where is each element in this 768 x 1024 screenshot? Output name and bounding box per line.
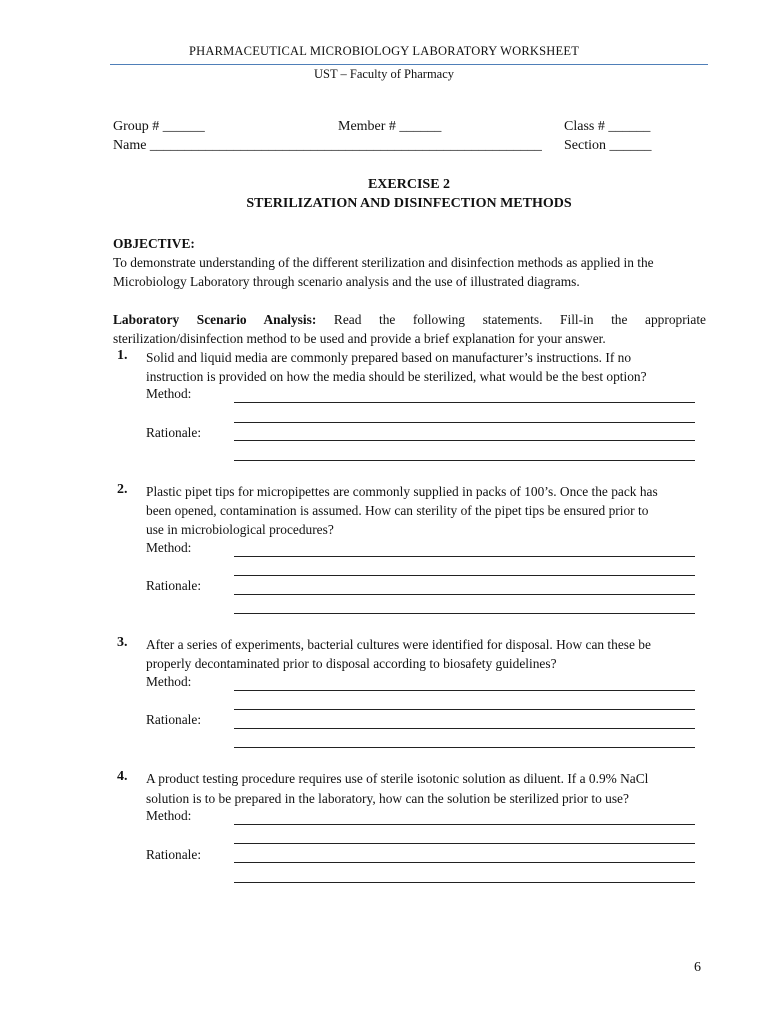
question-2-method-line-1[interactable] (234, 556, 695, 557)
question-1-method-line-2[interactable] (234, 422, 695, 423)
question-2-number: 2. (117, 482, 128, 497)
question-1-number: 1. (117, 348, 128, 363)
exercise-number: EXERCISE 2 (367, 177, 451, 192)
section-field[interactable]: Section ______ (564, 138, 652, 153)
question-1-method-line-1[interactable] (234, 402, 695, 403)
scenario-analysis-label: Laboratory Scenario Analysis: (113, 312, 317, 327)
question-2-method-line-2[interactable] (234, 575, 695, 576)
question-3-rationale-line-2[interactable] (234, 747, 695, 748)
question-4-method-line-1[interactable] (234, 824, 695, 825)
question-4-rationale-line-1[interactable] (234, 862, 695, 863)
question-2-rationale-line-2[interactable] (234, 613, 695, 614)
question-3-rationale-label: Rationale: (146, 712, 202, 727)
question-4-rationale-label: Rationale: (146, 847, 202, 862)
question-4-line-1: A product testing procedure requires use of sterile isotonic solution as diluent. If a 0.9% NaCl (146, 771, 649, 786)
question-4-line-2: solution is to be prepared in the laboratory, how can the solution be sterilized prior to use? (146, 791, 629, 806)
question-1-line-2: instruction is provided on how the media should be sterilized, what would be the best option? (146, 369, 647, 384)
question-4-method-line-2[interactable] (234, 843, 695, 844)
exercise-title: STERILIZATION AND DISINFECTION METHODS (246, 196, 572, 211)
objective-heading: OBJECTIVE: (113, 236, 195, 251)
question-3-line-1: After a series of experiments, bacterial cultures were identified for disposal. How can these be (146, 637, 651, 652)
objective-line-1: To demonstrate understanding of the different sterilization and disinfection methods as applied in the (113, 255, 654, 270)
question-2-line-2: been opened, contamination is assumed. How can sterility of the pipet tips be ensured prior to (146, 503, 649, 518)
question-1-rationale-label: Rationale: (146, 425, 202, 440)
question-1-rationale-line-1[interactable] (234, 440, 695, 441)
question-1-method-label: Method: (146, 386, 192, 401)
question-1-rationale-line-2[interactable] (234, 460, 695, 461)
header-divider (110, 64, 708, 65)
name-field[interactable]: Name ________________________________________________________ (113, 138, 542, 153)
question-2-line-3: use in microbiological procedures? (146, 522, 334, 537)
question-3-method-line-1[interactable] (234, 690, 695, 691)
question-3-method-line-2[interactable] (234, 709, 695, 710)
class-field[interactable]: Class # ______ (564, 119, 651, 134)
question-4-number: 4. (117, 769, 128, 784)
member-field[interactable]: Member # ______ (338, 119, 442, 134)
instructions-line-2: sterilization/disinfection method to be used and provide a brief explanation for your answer. (113, 331, 606, 346)
question-2-line-1: Plastic pipet tips for micropipettes are commonly supplied in packs of 100’s. Once the pack has (146, 484, 658, 499)
question-3-method-label: Method: (146, 674, 192, 689)
faculty-subtitle: UST – Faculty of Pharmacy (313, 67, 455, 81)
group-field[interactable]: Group # ______ (113, 119, 205, 134)
question-2-rationale-line-1[interactable] (234, 594, 695, 595)
question-4-rationale-line-2[interactable] (234, 882, 695, 883)
objective-line-2: Microbiology Laboratory through scenario analysis and the use of illustrated diagrams. (113, 274, 580, 289)
page-number: 6 (694, 960, 701, 975)
worksheet-title: PHARMACEUTICAL MICROBIOLOGY LABORATORY WORKSHEET (188, 44, 580, 58)
question-3-number: 3. (117, 635, 128, 650)
question-2-rationale-label: Rationale: (146, 578, 202, 593)
question-4-method-label: Method: (146, 808, 192, 823)
instructions-text: Read the following statements. Fill-in the appropriate (333, 312, 707, 327)
question-3-rationale-line-1[interactable] (234, 728, 695, 729)
question-2-method-label: Method: (146, 540, 192, 555)
instructions-line-1 (113, 310, 706, 329)
question-1-line-1: Solid and liquid media are commonly prepared based on manufacturer’s instructions. If no (146, 350, 632, 365)
question-3-line-2: properly decontaminated prior to disposal according to biosafety guidelines? (146, 656, 557, 671)
